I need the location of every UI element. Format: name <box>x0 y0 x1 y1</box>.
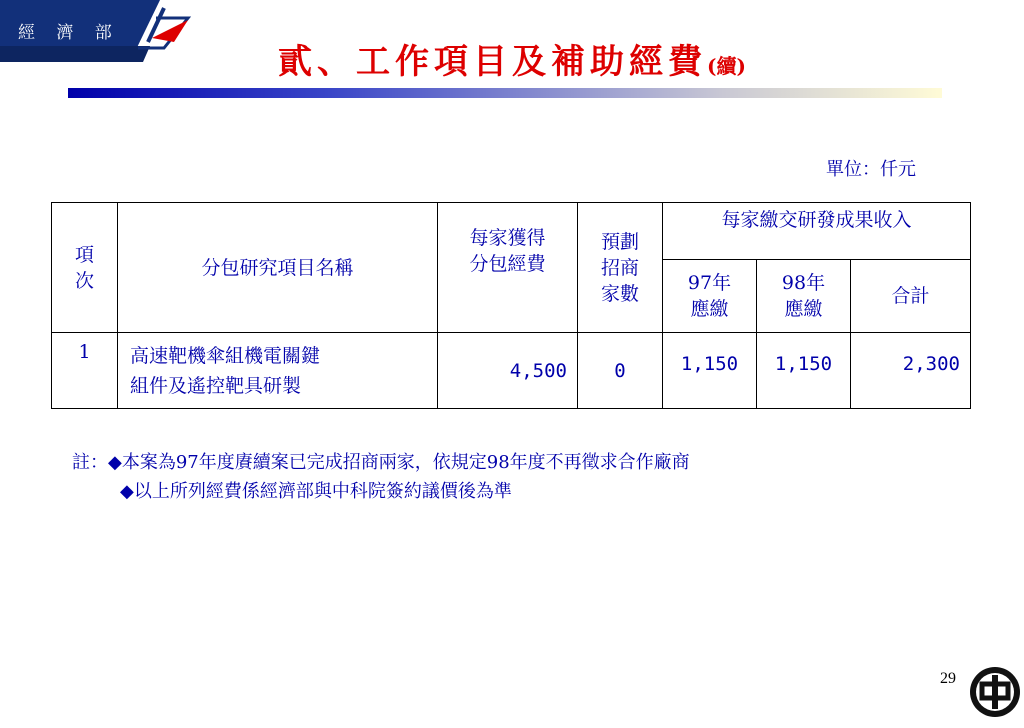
cell-per-house: 4,500 <box>438 333 578 409</box>
header-y98: 98年 應繳 <box>757 260 851 333</box>
notes-block <box>72 448 690 506</box>
header-per-house-funding: 每家獲得 分包經費 <box>438 203 578 333</box>
header-y97: 97年 應繳 <box>663 260 757 333</box>
note-line-1: ◆本案為97年度賡續案已完成招商兩家，依規定98年度不再徵求合作廠商 <box>108 452 690 473</box>
cell-y98: 1,150 <box>757 333 851 409</box>
header-income-group: 每家繳交研發成果收入 <box>663 203 971 260</box>
page-number: 29 <box>940 670 956 687</box>
title-suffix: (續) <box>707 54 746 78</box>
header-planned-count: 預劃 招商 家數 <box>578 203 663 333</box>
header-project-name: 分包研究項目名稱 <box>118 203 438 333</box>
cell-planned: 0 <box>578 333 663 409</box>
cell-project-name: 高速靶機傘組機電關鍵 組件及遙控靶具研製 <box>118 333 438 409</box>
page-title <box>0 34 1024 83</box>
funding-table <box>51 202 971 409</box>
header-total: 合計 <box>851 260 971 333</box>
note-line-2: ◆以上所列經費係經濟部與中科院簽約議價後為準 <box>120 481 512 502</box>
ministry-name: 經 濟 部 <box>18 23 120 43</box>
title-underline-bar <box>68 88 942 98</box>
cell-y97: 1,150 <box>663 333 757 409</box>
cell-total: 2,300 <box>851 333 971 409</box>
title-main: 貳、工作項目及補助經費 <box>278 42 708 82</box>
unit-label: 單位：仟元 <box>826 159 916 180</box>
cell-no: 1 <box>52 333 118 409</box>
table-row <box>52 333 971 409</box>
notes-label: 註： <box>72 452 108 473</box>
seal-logo-icon <box>968 665 1022 719</box>
header-item-no: 項 次 <box>52 203 118 333</box>
